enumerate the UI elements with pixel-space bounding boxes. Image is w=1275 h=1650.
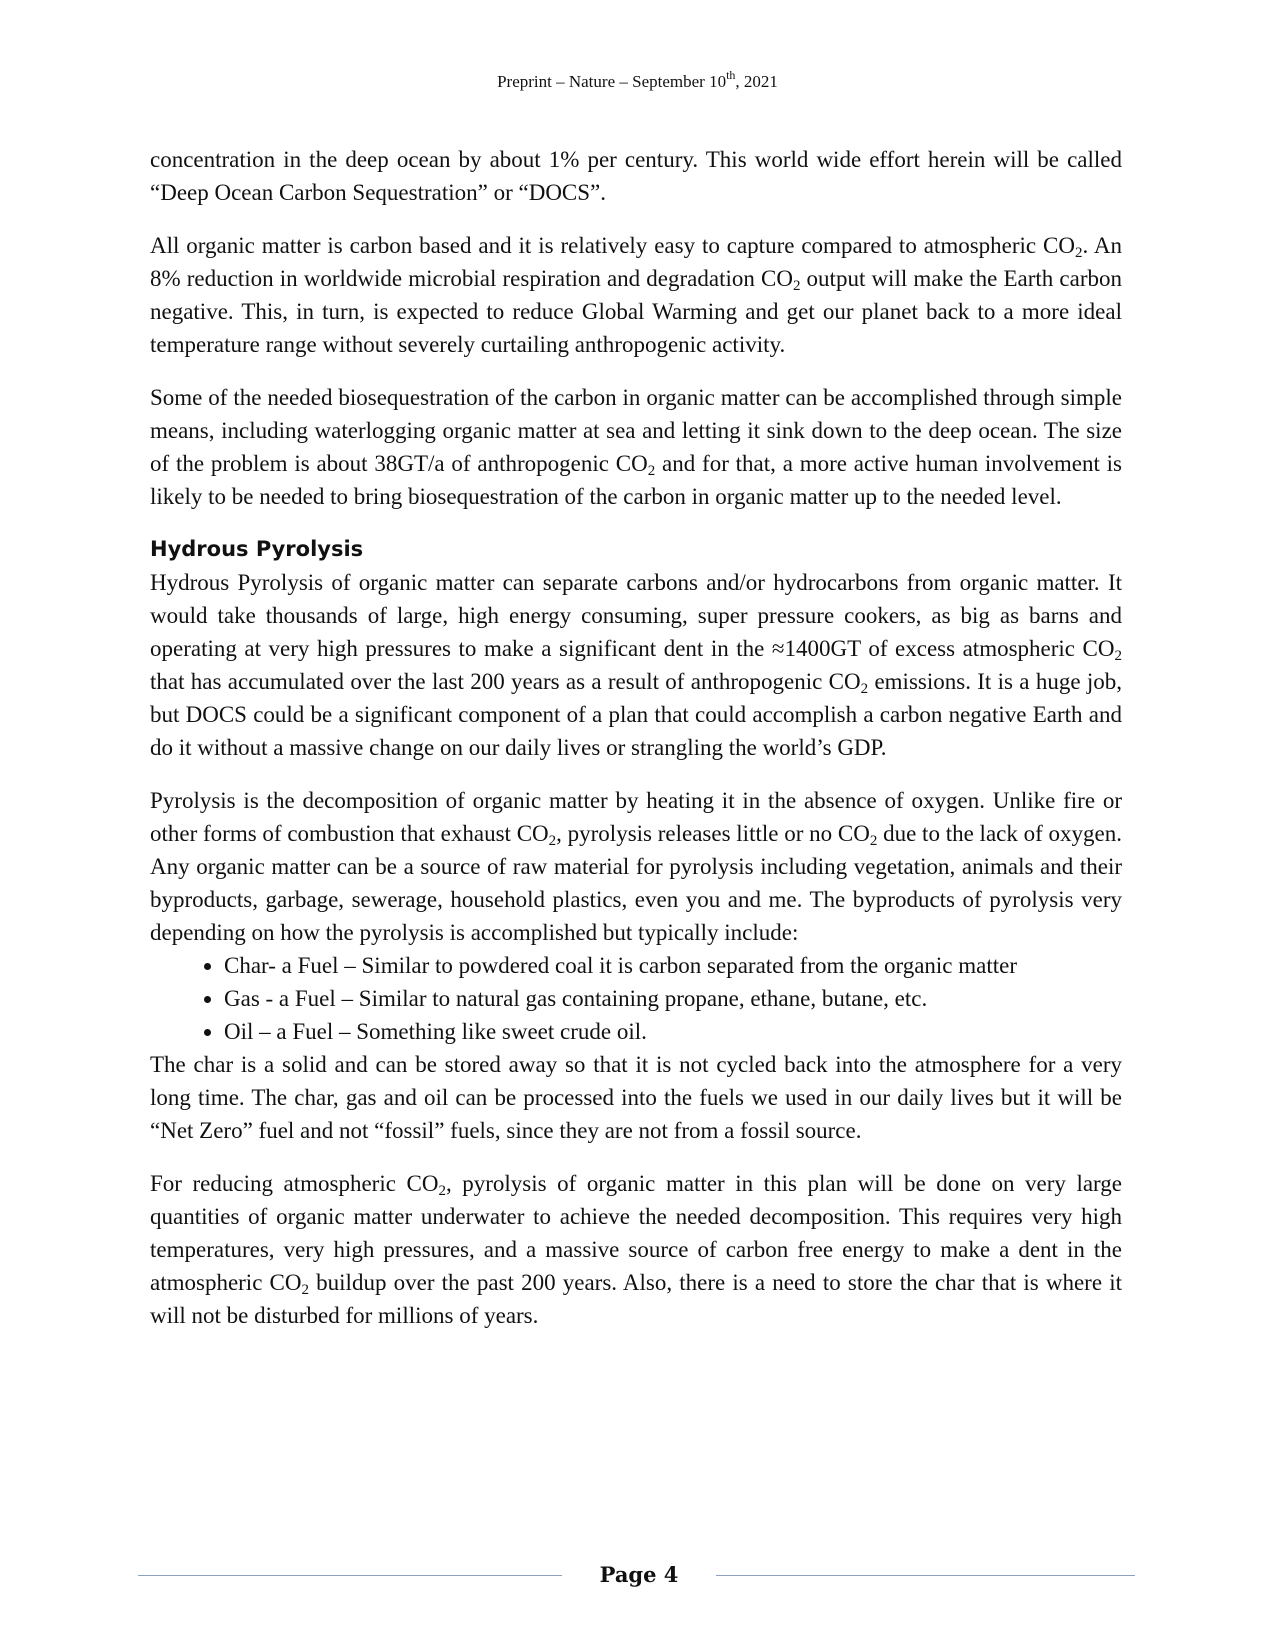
paragraph-1: concentration in the deep ocean by about 1% per century. This world wide effort herein will be called “Deep Ocean Carbon Sequestration” or “DOCS”.	[150, 147, 1122, 205]
byproducts-list	[150, 949, 1122, 1048]
paragraph-7: For reducing atmospheric $CO_2$, pyrolysis of organic matter in this plan will be done on very large quantities of organic matter underwater to achieve the needed decomposition. This requires very high temperatures, very high pressures, and a massive source of carbon free energy to make a dent in the atmospheric $CO_2$ buildup over the past 200 years. Also, there is a need to store the char that is where it will not be disturbed for millions of years.	[150, 1171, 1122, 1328]
paragraph-3: Some of the needed biosequestration of the carbon in organic matter can be accomplished through simple means, including waterlogging organic matter at sea and letting it sink down to the deep ocean. The size of the problem is about 38GT/a of anthropogenic $CO_2$ and for that, a more active human involvement is likely to be needed to bring biosequestration of the carbon in organic matter up to the needed level.	[150, 385, 1123, 509]
list-item: • Gas - a Fuel – Similar to natural gas containing propane, ethane, butane, etc.	[224, 982, 1122, 1015]
footer-rule-right	[716, 1575, 1135, 1576]
header-text: Preprint – Nature – September 10	[497, 72, 727, 91]
paragraph-2: All organic matter is carbon based and it is relatively easy to capture compared to atmospheric $CO_2$. An 8% reduction in worldwide microbial respiration and degradation $CO_2$ output will make the Earth carbon negative. This, in turn, is expected to reduce Global Warming and get our planet back to a more ideal temperature range without severely curtailing anthropogenic activity.	[150, 233, 1122, 357]
list-item: • Char- a Fuel – Similar to powdered coal it is carbon separated from the organic matter	[224, 949, 1122, 982]
page-header	[0, 68, 1275, 92]
page-footer	[138, 1560, 1135, 1590]
section-heading: Hydrous Pyrolysis	[150, 537, 364, 561]
footer-rule-left	[138, 1575, 562, 1576]
page-number: Page 4	[599, 1562, 679, 1587]
list-item: • Oil – a Fuel – Something like sweet crude oil.	[224, 1015, 1122, 1048]
header-superscript: th	[726, 68, 736, 82]
paragraph-4: Hydrous Pyrolysis of organic matter can separate carbons and/or hydrocarbons from organic matter. It would take thousands of large, high energy consuming, super pressure cookers, as big as barns and operating at very high pressures to make a significant dent in the ≈1400GT of excess atmospheric $CO_2$ that has accumulated over the last 200 years as a result of anthropogenic $CO_2$ emissions. It is a huge job, but DOCS could be a significant component of a plan that could accomplish a carbon negative Earth and do it without a massive change on our daily lives or strangling the world’s GDP.	[150, 570, 1123, 760]
paragraph-6: The char is a solid and can be stored away so that it is not cycled back into the atmosphere for a very long time. The char, gas and oil can be processed into the fuels we used in our daily lives but it will be “Net Zero” fuel and not “fossil” fuels, since they are not from a fossil source.	[150, 1052, 1122, 1143]
paragraph-5: Pyrolysis is the decomposition of organic matter by heating it in the absence of oxygen. Unlike fire or other forms of combustion that exhaust $CO_2$, pyrolysis releases little or no $CO_2$ due to the lack of oxygen. Any organic matter can be a source of raw material for pyrolysis including vegetation, animals and their byproducts, garbage, sewerage, household plastics, even you and me. The byproducts of pyrolysis very depending on how the pyrolysis is accomplished but typically include:	[150, 788, 1122, 945]
page-body	[150, 143, 1122, 1352]
header-text-end: , 2021	[735, 72, 778, 91]
